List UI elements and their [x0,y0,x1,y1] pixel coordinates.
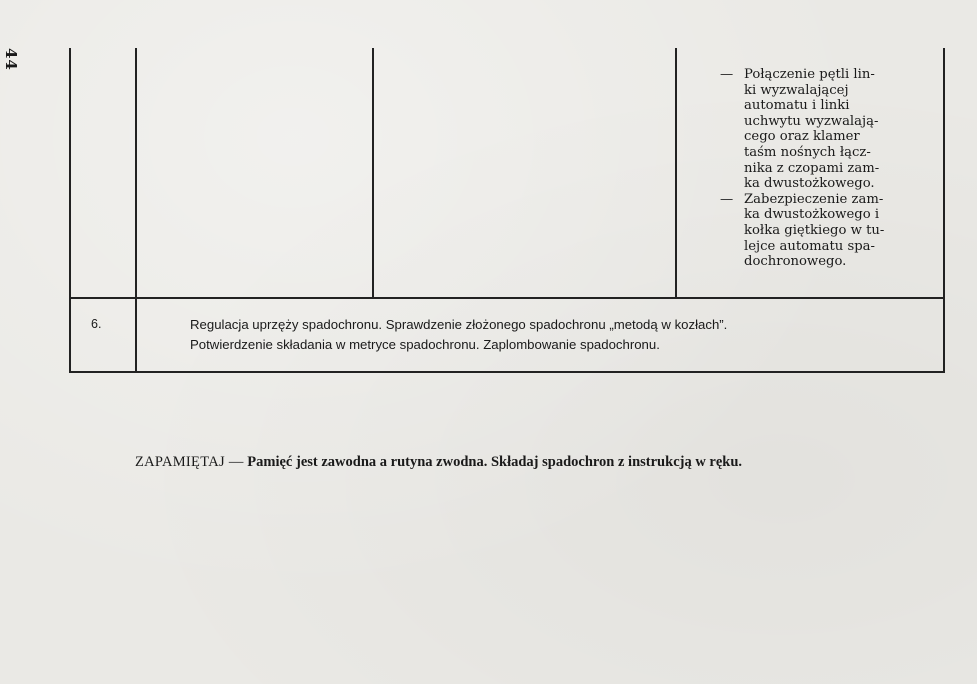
table-column-divider [372,48,374,298]
table-column-divider [135,48,137,373]
row6-line2: Potwierdzenie składania w metryce spadochronu. Zaplombowanie spadochronu. [190,337,660,352]
row6-description [190,315,890,355]
table-border-left [69,48,71,373]
row6-line1: Regulacja uprzęży spadochronu. Sprawdzenie złożonego spadochronu „metodą w kozłach”. [190,317,728,332]
remember-text: Pamięć jest zawodna a rutyna zwodna. Składaj spadochron z instrukcją w ręku. [247,454,743,470]
row-number: 6. [91,317,102,331]
remember-note [135,454,895,471]
instruction-dash: — [720,67,734,82]
instruction-text: Zabezpieczenie zam- ka dwustożkowego i kołka giętkiego w tu- lejce automatu spa- dochronowego. [744,191,885,270]
table-column-divider [675,48,677,298]
table-row-divider [69,297,945,299]
table-border-right [943,48,945,373]
instructions-cell [720,67,930,270]
instruction-text: Połączenie pętli lin- ki wyzwalającej automatu i linki uchwytu wyzwalają- cego oraz klamer taśm nośnych łącz- nika z czopami zam- ka dwustożkowego. [744,67,880,192]
instruction-item [720,192,930,270]
page-number: 44 [2,48,20,71]
instruction-item [720,67,930,192]
table-border-bottom [69,371,945,373]
remember-label: ZAPAMIĘTAJ — [135,454,244,470]
instruction-dash: — [720,191,734,207]
